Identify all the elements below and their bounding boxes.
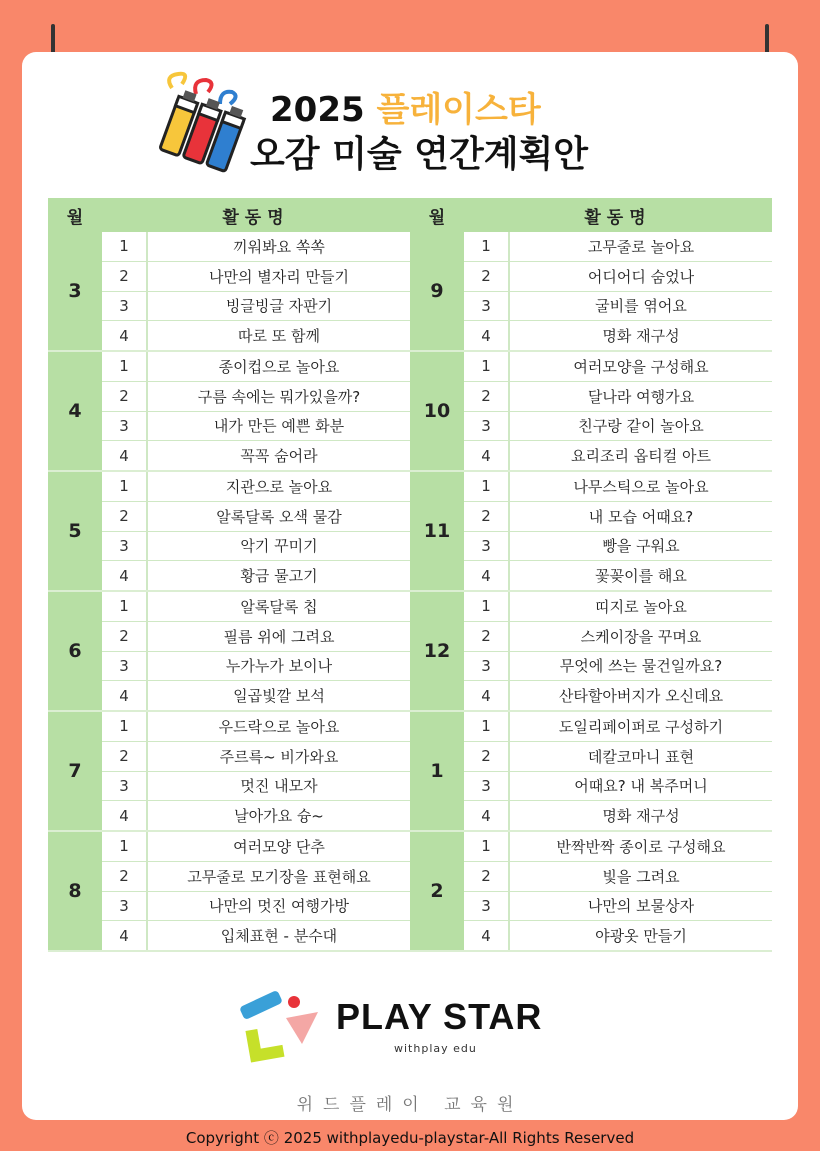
month-label: 7 — [48, 712, 102, 830]
header-activity-left: 활동명 — [222, 207, 290, 228]
activity-number: 4 — [464, 681, 510, 710]
activity-number: 3 — [102, 652, 148, 681]
header-month-right: 월 — [428, 207, 446, 228]
activity-name: 빵을 구워요 — [602, 537, 680, 556]
activity-name: 어디어디 숨었나 — [587, 267, 695, 286]
month-label: 3 — [48, 232, 102, 350]
month-label: 4 — [48, 352, 102, 470]
activity-name: 끼워봐요 쏙쏙 — [233, 237, 325, 256]
activity-name: 명화 재구성 — [602, 327, 680, 346]
month-group-right — [410, 592, 772, 710]
activity-name: 도일리페이퍼로 구성하기 — [558, 717, 724, 736]
table-row — [102, 382, 410, 412]
month-block — [48, 472, 772, 592]
header-activity-right: 활동명 — [584, 207, 652, 228]
activity-list — [464, 352, 772, 470]
table-row — [102, 862, 410, 892]
activity-name: 어때요? 내 복주머니 — [574, 777, 708, 796]
activity-name: 알록달록 오색 물감 — [216, 507, 342, 526]
month-group-left — [48, 712, 410, 830]
activity-number: 2 — [102, 502, 148, 531]
month-label: 10 — [410, 352, 464, 470]
table-row — [464, 292, 772, 322]
activity-name: 입체표현 - 분수대 — [220, 927, 338, 946]
table-row — [464, 892, 772, 922]
month-block — [48, 592, 772, 712]
table-row — [464, 801, 772, 830]
activity-name: 황금 물고기 — [240, 567, 318, 586]
activity-name: 악기 꾸미기 — [240, 537, 318, 556]
activity-number: 4 — [464, 321, 510, 350]
activity-number: 3 — [102, 892, 148, 921]
activity-name: 꼭꼭 숨어라 — [240, 447, 318, 466]
table-row — [464, 681, 772, 710]
activity-name: 명화 재구성 — [602, 807, 680, 826]
activity-number: 1 — [464, 832, 510, 861]
paint-tubes-icon — [150, 68, 250, 178]
month-block — [48, 832, 772, 952]
table-row — [464, 561, 772, 590]
table-row — [102, 321, 410, 350]
table-row — [464, 862, 772, 892]
activity-number: 2 — [464, 622, 510, 651]
logo-tagline: withplay edu — [394, 1042, 477, 1055]
activity-number: 1 — [102, 472, 148, 501]
activity-name: 스케이장을 꾸며요 — [580, 627, 702, 646]
activity-name: 반짝반짝 종이로 구성해요 — [556, 837, 726, 856]
month-label: 9 — [410, 232, 464, 350]
activity-number: 2 — [102, 742, 148, 771]
copyright-notice: Copyright ⓒ 2025 withplayedu-playstar-All Rights Reserved — [185, 1129, 635, 1147]
table-row — [102, 232, 410, 262]
playstar-logo — [236, 988, 566, 1068]
activity-number: 4 — [102, 681, 148, 710]
table-row — [464, 232, 772, 262]
table-body — [48, 232, 772, 952]
activity-number: 1 — [102, 232, 148, 261]
activity-name: 나만의 별자리 만들기 — [209, 267, 349, 286]
table-row — [464, 262, 772, 292]
table-row — [102, 892, 410, 922]
table-row — [102, 622, 410, 652]
month-group-left — [48, 592, 410, 710]
activity-name: 띠지로 놀아요 — [595, 597, 687, 616]
table-row — [102, 352, 410, 382]
activity-list — [102, 592, 410, 710]
activity-name: 지관으로 놀아요 — [225, 477, 333, 496]
activity-number: 2 — [464, 862, 510, 891]
activity-list — [464, 712, 772, 830]
activity-number: 4 — [102, 561, 148, 590]
activity-name: 내가 만든 예쁜 화분 — [213, 417, 345, 436]
title-area — [150, 68, 670, 178]
activity-name: 데칼코마니 표현 — [587, 747, 695, 766]
activity-number: 2 — [102, 862, 148, 891]
month-block — [48, 232, 772, 352]
activity-list — [464, 592, 772, 710]
activity-number: 2 — [464, 502, 510, 531]
table-row — [464, 352, 772, 382]
activity-name: 누가누가 보이나 — [225, 657, 333, 676]
activity-number: 3 — [464, 892, 510, 921]
month-group-right — [410, 832, 772, 950]
activity-number: 4 — [464, 441, 510, 470]
month-group-right — [410, 712, 772, 830]
activity-number: 2 — [102, 262, 148, 291]
table-row — [102, 712, 410, 742]
month-group-left — [48, 352, 410, 470]
activity-number: 3 — [102, 772, 148, 801]
activity-number: 2 — [464, 742, 510, 771]
month-group-left — [48, 472, 410, 590]
logo-mark-icon — [236, 988, 332, 1068]
title-year: 2025 — [270, 90, 365, 130]
table-row — [102, 292, 410, 322]
table-row — [464, 832, 772, 862]
month-label: 6 — [48, 592, 102, 710]
activity-list — [102, 352, 410, 470]
month-label: 11 — [410, 472, 464, 590]
activity-name: 고무줄로 모기장을 표현해요 — [187, 867, 371, 886]
table-row — [464, 412, 772, 442]
month-label: 1 — [410, 712, 464, 830]
activity-name: 산타할아버지가 오신데요 — [558, 687, 724, 706]
table-row — [102, 262, 410, 292]
activity-number: 3 — [102, 292, 148, 321]
activity-name: 내 모습 어때요? — [588, 507, 694, 526]
table-row — [464, 742, 772, 772]
activity-number: 4 — [102, 801, 148, 830]
activity-list — [464, 232, 772, 350]
activity-number: 2 — [102, 622, 148, 651]
table-row — [102, 652, 410, 682]
activity-name: 꽃꽂이를 해요 — [595, 567, 687, 586]
activity-number: 3 — [464, 652, 510, 681]
activity-name: 무엇에 쓰는 물건일까요? — [559, 657, 723, 676]
activity-name: 날아가요 슝~ — [234, 807, 324, 826]
table-row — [464, 652, 772, 682]
table-row — [464, 472, 772, 502]
title-line-1 — [270, 82, 541, 131]
activity-name: 알록달록 칩 — [240, 597, 318, 616]
activity-name: 굴비를 엮어요 — [595, 297, 687, 316]
activity-name: 종이컵으로 놀아요 — [218, 357, 340, 376]
activity-number: 4 — [464, 561, 510, 590]
table-row — [102, 801, 410, 830]
activity-number: 4 — [102, 321, 148, 350]
table-row — [464, 502, 772, 532]
month-group-right — [410, 352, 772, 470]
activity-name: 친구랑 같이 놀아요 — [578, 417, 704, 436]
activity-list — [102, 472, 410, 590]
activity-name: 구름 속에는 뭐가있을까? — [197, 387, 361, 406]
table-row — [102, 592, 410, 622]
activity-number: 1 — [102, 352, 148, 381]
table-row — [102, 772, 410, 802]
page-title: 오감 미술 연간계획안 — [250, 134, 589, 175]
activity-name: 고무줄로 놀아요 — [587, 237, 695, 256]
activity-name: 나만의 보물상자 — [587, 897, 695, 916]
activity-number: 4 — [102, 921, 148, 950]
table-row — [102, 561, 410, 590]
logo-name: PLAY STAR — [336, 996, 543, 1037]
activity-number: 3 — [102, 412, 148, 441]
activity-name: 빛을 그려요 — [602, 867, 680, 886]
activity-name: 필름 위에 그려요 — [223, 627, 335, 646]
activity-name: 요리조리 옵티컬 아트 — [571, 447, 711, 466]
schedule-table — [48, 198, 772, 952]
activity-number: 1 — [102, 592, 148, 621]
table-row — [464, 921, 772, 950]
header-month-left: 월 — [66, 207, 84, 228]
activity-number: 4 — [464, 801, 510, 830]
activity-number: 3 — [464, 772, 510, 801]
table-row — [102, 832, 410, 862]
table-row — [464, 772, 772, 802]
table-row — [102, 502, 410, 532]
activity-number: 1 — [464, 712, 510, 741]
activity-name: 우드락으로 놀아요 — [218, 717, 340, 736]
table-header — [48, 198, 772, 232]
month-label: 12 — [410, 592, 464, 710]
activity-name: 따로 또 함께 — [238, 327, 320, 346]
activity-name: 일곱빛깔 보석 — [233, 687, 325, 706]
activity-list — [464, 832, 772, 950]
table-row — [102, 412, 410, 442]
activity-name: 주르륵~ 비가와요 — [219, 747, 339, 766]
month-label: 8 — [48, 832, 102, 950]
title-brand: 플레이스타 — [376, 90, 541, 130]
table-row — [102, 742, 410, 772]
month-group-right — [410, 232, 772, 350]
table-row — [464, 321, 772, 350]
table-row — [464, 592, 772, 622]
activity-number: 3 — [464, 412, 510, 441]
table-row — [102, 921, 410, 950]
activity-name: 나무스틱으로 놀아요 — [573, 477, 709, 496]
activity-number: 3 — [102, 532, 148, 561]
table-row — [464, 382, 772, 412]
activity-number: 1 — [102, 712, 148, 741]
activity-list — [102, 712, 410, 830]
month-group-left — [48, 232, 410, 350]
month-label: 5 — [48, 472, 102, 590]
table-row — [464, 622, 772, 652]
activity-number: 2 — [464, 382, 510, 411]
table-row — [102, 472, 410, 502]
activity-number: 1 — [464, 232, 510, 261]
activity-name: 야광옷 만들기 — [595, 927, 687, 946]
table-row — [102, 681, 410, 710]
activity-number: 1 — [464, 352, 510, 381]
month-group-right — [410, 472, 772, 590]
activity-name: 나만의 멋진 여행가방 — [209, 897, 349, 916]
activity-number: 2 — [464, 262, 510, 291]
activity-number: 3 — [464, 532, 510, 561]
month-block — [48, 352, 772, 472]
activity-name: 여러모양을 구성해요 — [573, 357, 709, 376]
month-group-left — [48, 832, 410, 950]
activity-number: 4 — [464, 921, 510, 950]
activity-name: 멋진 내모자 — [240, 777, 318, 796]
activity-name: 여러모양 단추 — [233, 837, 325, 856]
activity-number: 1 — [102, 832, 148, 861]
table-row — [464, 441, 772, 470]
table-row — [464, 532, 772, 562]
month-block — [48, 712, 772, 832]
activity-list — [102, 832, 410, 950]
activity-number: 1 — [464, 592, 510, 621]
activity-number: 4 — [102, 441, 148, 470]
activity-number: 1 — [464, 472, 510, 501]
activity-list — [464, 472, 772, 590]
table-row — [464, 712, 772, 742]
activity-number: 2 — [102, 382, 148, 411]
activity-name: 달나라 여행가요 — [587, 387, 695, 406]
academy-name: 위드플레이 교육원 — [296, 1095, 524, 1115]
table-row — [102, 441, 410, 470]
activity-list — [102, 232, 410, 350]
table-row — [102, 532, 410, 562]
month-label: 2 — [410, 832, 464, 950]
activity-number: 3 — [464, 292, 510, 321]
activity-name: 빙글빙글 자판기 — [225, 297, 333, 316]
